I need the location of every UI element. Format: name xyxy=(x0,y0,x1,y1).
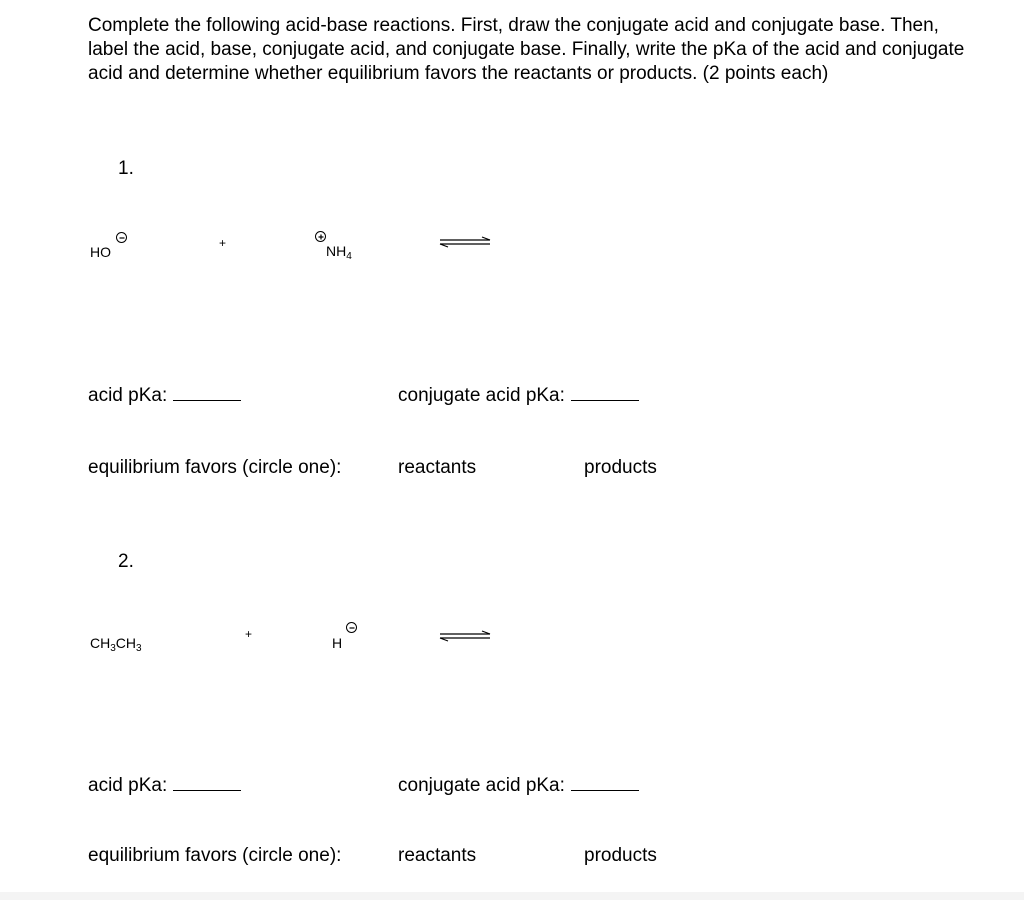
question-1-number: 1. xyxy=(118,158,134,179)
q1-acid-pka-label: acid pKa: xyxy=(88,385,168,406)
q1-equilibrium-arrow-icon xyxy=(436,236,494,248)
bottom-scroll-bar xyxy=(0,892,1024,900)
q1-conj-acid-pka-blank[interactable] xyxy=(571,399,639,401)
q1-acid-pka xyxy=(88,385,241,407)
q2-ethane-ch-2: CH xyxy=(115,635,137,651)
q1-ammonium-subscript: 4 xyxy=(346,251,352,262)
question-2-number: 2. xyxy=(118,551,134,572)
q1-option-products[interactable]: products xyxy=(584,457,657,478)
q1-reactant-ammonium xyxy=(326,243,352,262)
q2-acid-pka-blank[interactable] xyxy=(173,789,241,791)
q2-plus-sign: + xyxy=(245,627,253,641)
q1-acid-pka-blank[interactable] xyxy=(173,399,241,401)
q1-conj-acid-pka xyxy=(398,385,639,407)
q1-ammonium-symbol: NH xyxy=(326,243,347,259)
q2-acid-pka-label: acid pKa: xyxy=(88,775,168,796)
q2-ethane-sub-2: 3 xyxy=(136,643,142,654)
q2-reactant-hydride: H xyxy=(332,635,343,651)
q2-conj-acid-pka-blank[interactable] xyxy=(571,789,639,791)
q1-positive-charge-icon xyxy=(315,231,326,242)
q2-equilibrium-label: equilibrium favors (circle one): xyxy=(88,845,342,866)
q1-equilibrium-label: equilibrium favors (circle one): xyxy=(88,457,342,478)
instructions-text: Complete the following acid-base reactions. First, draw the conjugate acid and conjugate base. Then, label the acid, base, conjugate acid, and conjugate base. Finally, write the pKa of the acid and conjugate acid and determine whether equilibrium favors the reactants or products. (2 points each) xyxy=(88,15,965,84)
q1-plus-sign: + xyxy=(219,236,227,250)
q1-conj-acid-pka-label: conjugate acid pKa: xyxy=(398,385,565,406)
q2-acid-pka xyxy=(88,775,241,797)
q2-ethane-ch-1: CH xyxy=(90,635,111,651)
q2-option-reactants[interactable]: reactants xyxy=(398,845,477,866)
q2-ethane-sub-1: 3 xyxy=(110,643,116,654)
q1-negative-charge-icon xyxy=(116,232,127,243)
q2-option-products[interactable]: products xyxy=(584,845,657,866)
q1-option-reactants[interactable]: reactants xyxy=(398,457,477,478)
q2-conj-acid-pka-label: conjugate acid pKa: xyxy=(398,775,565,796)
q2-equilibrium-arrow-icon xyxy=(436,630,494,642)
q2-reactant-ethane xyxy=(90,635,142,654)
q2-conj-acid-pka xyxy=(398,775,639,797)
q2-negative-charge-icon xyxy=(346,622,357,633)
q1-reactant-hydroxide: HO xyxy=(90,244,111,260)
